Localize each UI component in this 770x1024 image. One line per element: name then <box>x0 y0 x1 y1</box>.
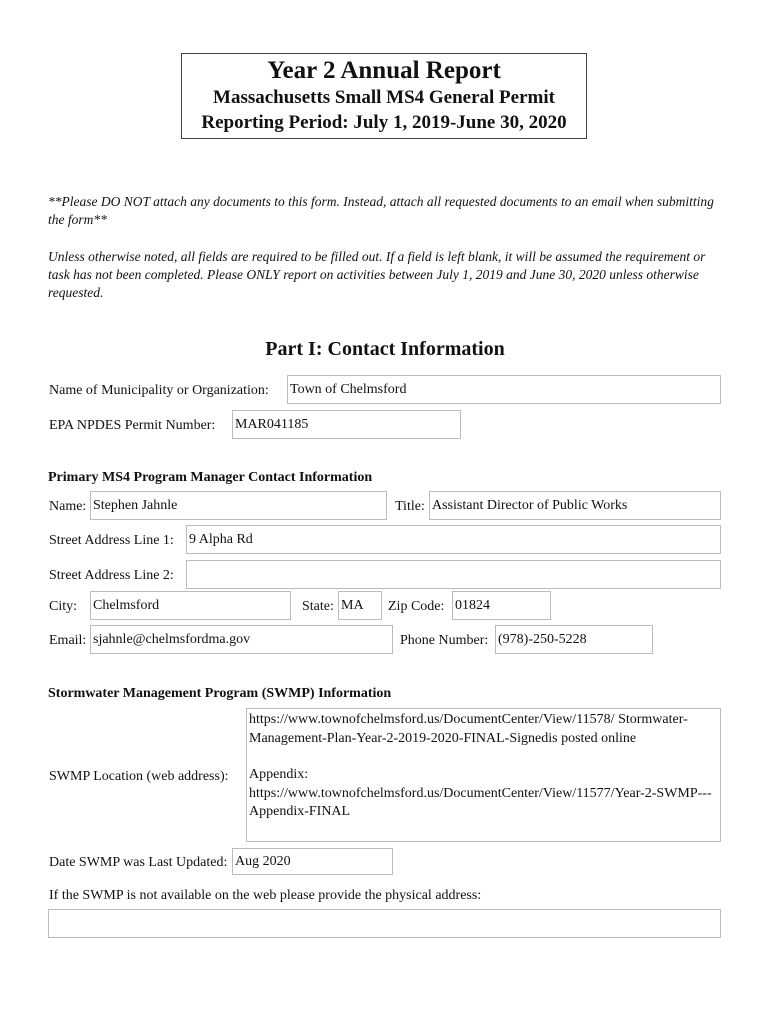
phone-label: Phone Number: <box>400 633 489 648</box>
appendix-url: https://www.townofchelmsford.us/DocumentCenter/View/11577/Year-2-SWMP---Appendix-FINAL <box>249 785 712 819</box>
part1-title: Part I: Contact Information <box>265 338 505 360</box>
municipality-label: Name of Municipality or Organization: <box>49 383 269 398</box>
attach-note: **Please DO NOT attach any documents to this form. Instead, attach all requested documents to an email when submitting the form** <box>48 194 714 227</box>
city-field[interactable]: Chelmsford <box>90 591 291 620</box>
phone-field[interactable]: (978)-250-5228 <box>495 625 653 654</box>
contact-heading: Primary MS4 Program Manager Contact Information <box>48 470 373 485</box>
permit-field[interactable]: MAR041185 <box>232 410 461 439</box>
name-field[interactable]: Stephen Jahnle <box>90 491 387 520</box>
swmp-heading: Stormwater Management Program (SWMP) Information <box>48 686 392 701</box>
required-note: Unless otherwise noted, all fields are required to be filled out. If a field is left blank, it will be assumed the requirement or task has not been completed. Please ONLY report on activities between July 1, 2019 and June 30, 2020 unless otherwise requested. <box>48 249 706 300</box>
report-subtitle: Massachusetts Small MS4 General Permit <box>213 87 555 108</box>
street2-label: Street Address Line 2: <box>49 568 174 583</box>
physical-address-label: If the SWMP is not available on the web please provide the physical address: <box>49 888 482 903</box>
swmp-location-label: SWMP Location (web address): <box>49 769 229 784</box>
state-field[interactable]: MA <box>338 591 382 620</box>
report-title: Year 2 Annual Report <box>267 57 501 84</box>
permit-label: EPA NPDES Permit Number: <box>49 418 216 433</box>
state-label: State: <box>302 599 334 614</box>
appendix-label: Appendix: <box>249 767 309 782</box>
name-label: Name: <box>49 499 87 514</box>
email-field[interactable]: sjahnle@chelmsfordma.gov <box>90 625 393 654</box>
swmp-location-url: https://www.townofchelmsford.us/DocumentCenter/View/11578/ Stormwater-Management-Plan-Year-2-2019-2020-FINAL-Signedis posted online <box>249 712 688 746</box>
street1-field[interactable]: 9 Alpha Rd <box>186 525 721 554</box>
swmp-location-field[interactable] <box>246 708 721 842</box>
swmp-updated-label: Date SWMP was Last Updated: <box>49 855 228 870</box>
zip-label: Zip Code: <box>388 599 445 614</box>
title-field[interactable]: Assistant Director of Public Works <box>429 491 721 520</box>
email-label: Email: <box>49 633 87 648</box>
report-header <box>181 53 587 139</box>
city-label: City: <box>49 599 78 614</box>
title-label: Title: <box>395 499 425 514</box>
physical-address-field[interactable] <box>48 909 721 938</box>
street1-label: Street Address Line 1: <box>49 533 174 548</box>
reporting-period: Reporting Period: July 1, 2019-June 30, 2020 <box>201 112 567 133</box>
zip-field[interactable]: 01824 <box>452 591 551 620</box>
street2-field[interactable] <box>186 560 721 589</box>
swmp-updated-field[interactable]: Aug 2020 <box>232 848 393 875</box>
municipality-field[interactable]: Town of Chelmsford <box>287 375 721 404</box>
